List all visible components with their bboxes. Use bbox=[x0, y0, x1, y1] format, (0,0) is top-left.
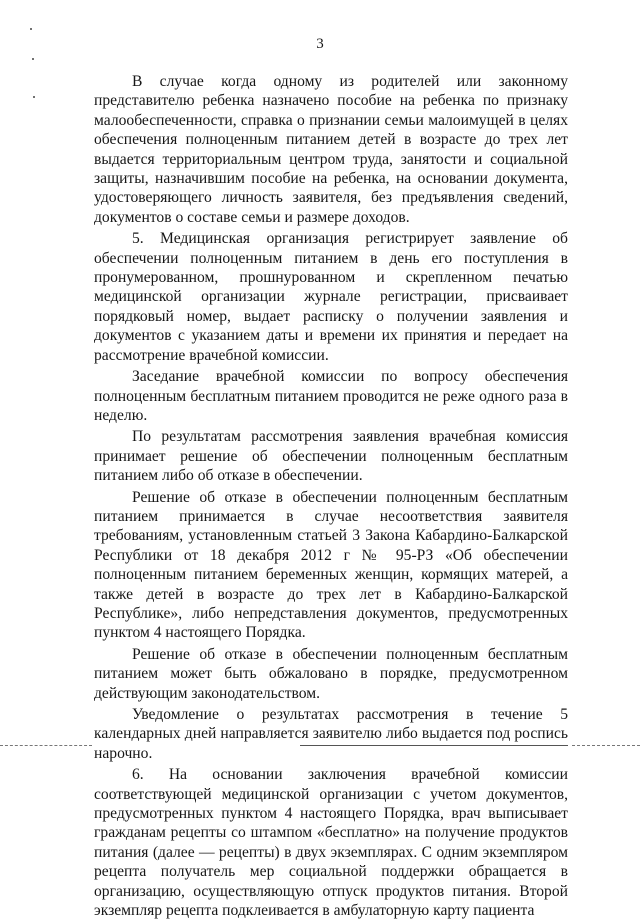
paragraph-commission-meeting: Заседание врачебной комиссии по вопросу обеспечения полноценным бесплатным питанием проводится не реже одного раза в неделю. bbox=[94, 368, 568, 424]
page-number: 3 bbox=[316, 36, 324, 52]
scan-speck bbox=[33, 96, 35, 98]
paragraph-item-6-prescriptions: 6. На основании заключения врачебной комиссии соответствующей медицинской организации с учетом документов, предусмотренных пунктом 4 настоящего Порядка, врач выписывает гражданам рецепты со штампом «бесплатно» на получение продуктов питания (далее — рецепты) в двух экземплярах. С одним экземпляром рецепта получатель мер социальной поддержки обращается в организацию, осуществляющую отпуск продуктов питания. Второй экземпляр рецепта подклеивается в амбулаторную карту пациента bbox=[94, 766, 568, 920]
document-body bbox=[94, 72, 568, 920]
paragraph-refusal-grounds: Решение об отказе в обеспечении полноценным бесплатным питанием принимается в случае несоответствия заявителя требованиям, установленным статьей 3 Закона Кабардино-Балкарской Республики от 18 декабря 2012 г № 95-РЗ «Об обеспечении полноценным питанием беременных женщин, кормящих матерей, а также детей в возрасте до трех лет в Кабардино-Балкарской Республике», либо непредставления документов, предусмотренных пунктом 4 настоящего Порядка. bbox=[94, 488, 568, 642]
scan-fold-line-middle bbox=[300, 745, 568, 746]
paragraph-notification: Уведомление о результатах рассмотрения в течение 5 календарных дней направляется заявителю либо выдается под роспись нарочно. bbox=[94, 706, 568, 762]
scan-speck bbox=[32, 58, 34, 60]
paragraph-refusal-appeal: Решение об отказе в обеспечении полноценным бесплатным питанием может быть обжаловано в порядке, предусмотренном действующим законодательством. bbox=[94, 645, 568, 702]
scan-speck bbox=[30, 28, 32, 30]
paragraph-certificate-issuance: В случае когда одному из родителей или законному представителю ребенка назначено пособие на ребенка по признаку малообеспеченности, справка о признании семьи малоимущей в целях обеспечения полноценным питанием детей в возрасте до трех лет выдается территориальным центром труда, занятости и социальной защиты, назначившим пособие на ребенка, на основании документа, удостоверяющего личность заявителя, без предъявления сведений, документов о составе семьи и размере доходов. bbox=[94, 73, 568, 226]
scan-fold-line-right bbox=[572, 745, 640, 746]
scan-fold-line-left bbox=[0, 745, 92, 746]
paragraph-commission-decision: По результатам рассмотрения заявления врачебная комиссия принимает решение об обеспечении полноценным бесплатным питанием либо об отказе в обеспечении. bbox=[94, 428, 568, 485]
paragraph-item-5-registration: 5. Медицинская организация регистрирует заявление об обеспечении полноценным питанием в день его поступления в пронумерованном, прошнурованном и скрепленном печатью медицинской организации журнале регистрации, присваивает порядковый номер, выдает расписку о получении заявления и документов с указанием даты и времени их принятия и передает на рассмотрение врачебной комиссии. bbox=[94, 230, 568, 364]
